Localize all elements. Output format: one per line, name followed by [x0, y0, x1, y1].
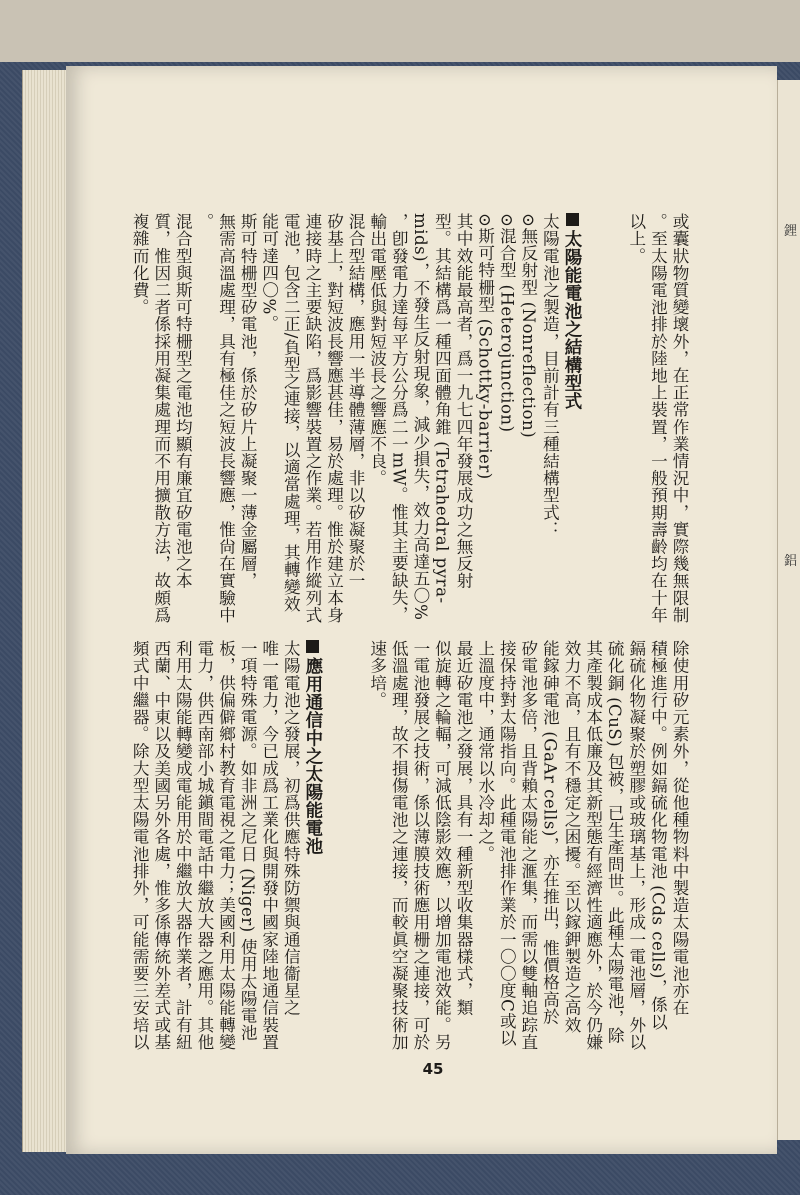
text-line: 唯一電力，今已成爲工業化與開發中國家陸地通信裝置 [259, 640, 279, 1051]
page-edges [22, 70, 71, 1152]
text-line: 一電池發展之技術，係以薄膜技術應用栅之連接，可於 [410, 640, 430, 1051]
text-line: ⊙無反射型 (Nonreflection) [518, 213, 538, 439]
text-line: 硫化銅 (CuS) 包被，已生產問世。此種太陽電池，除 [605, 640, 625, 1044]
text-line: mids)，不發生反射現象，減少損失，效力高達五〇% [410, 213, 430, 621]
text-line: 頻式中繼器。除大型太陽電池排外，可能需要三安培以 [130, 640, 150, 1051]
text-line: 利用太陽能轉變成電能用於中繼放大器作業者，計有紐 [173, 640, 193, 1051]
text-line: ⊙斯可特栅型 (Schottky-barrier) [475, 213, 495, 480]
top-text-column [129, 213, 690, 624]
text-line [323, 640, 345, 1035]
text-line: 複雜而化費。 [130, 213, 150, 316]
text-line: 上溫度中，通常以水冷却之。 [475, 640, 495, 863]
text-line: ，卽發電力達每平方公分爲二一mW。惟其主要缺失， [389, 213, 409, 623]
text-line: 無需高溫處理，具有極佳之短波長響應，惟尙在實驗中 [216, 213, 236, 624]
page-number: 45 [422, 1060, 444, 1078]
text-line: 以上。 [626, 213, 646, 265]
heading-square-icon [306, 640, 319, 653]
text-line: 接保持對太陽指向。此種電池排作業於一〇〇度C或以 [497, 640, 517, 1047]
text-line: 太陽電池之製造，目前計有三種結構型式： [540, 213, 560, 538]
next-page-fragment: 鋰 [784, 224, 798, 239]
text-line: 低溫處理，故不損傷電池之連接，而較眞空凝聚技術加 [389, 640, 409, 1051]
text-line: 速多培。 [367, 640, 387, 709]
text-line: ⊙混合型 (Heterojunction) [497, 213, 517, 433]
text-line: 混合型與斯可特栅型之電池均顯有廉宜矽電池之本 [173, 213, 193, 590]
heading-text: 太陽能電池之結構型式 [562, 230, 583, 410]
text-line: 板，供偏僻鄉村教育電視之電力；美國利用太陽能轉變 [216, 640, 236, 1051]
bottom-text-column [129, 640, 690, 1051]
text-line: 矽電池多倍，且背賴太陽能之滙集，而需以雙軸追踪直 [518, 640, 538, 1051]
heading-text: 應用通信中之太陽能電池 [302, 657, 323, 855]
text-line: 效力不高，且有不穩定之困擾。至以鎵鉀製造之高效 [562, 640, 582, 1034]
heading-square-icon [566, 213, 579, 226]
text-line: 。至太陽電池排於陸地上裝置，一般預期壽齡均在十年 [648, 213, 668, 624]
text-line: 西蘭、中東以及美國另外各處，惟多係傳統外差式或基 [151, 640, 171, 1051]
text-line: 鎘硫化物凝聚於塑膠或玻璃基上，形成一電池層，外以 [626, 640, 646, 1051]
text-line: 型。其結構爲一種四面體角錐 (Tetrahedral pyra- [432, 213, 452, 604]
text-line: 電池，包含二正/負型之連接，以適當處理，其轉變效 [281, 213, 301, 613]
text-line: 矽基上，對短波長響應甚佳，易於處理。惟於建立本身 [324, 213, 344, 624]
text-line: 能鎵砷電池 (GaAr cells)，亦在推出，惟價格高於 [540, 640, 560, 1025]
text-line: 積極進行中。例如鎘硫化物電池 (Cds cells)，係以 [648, 640, 668, 1031]
text-line: 最近矽電池之發展，具有一種新型收集器樣式，類 [454, 640, 474, 1017]
text-line: 一項特殊電源。如非洲之尼日 (Niger) 使用太陽電池 [238, 640, 258, 1042]
text-line: 連接時之主要缺陷，爲影響裝置之作業。若用作縱列式 [302, 213, 322, 624]
text-line: 其中效能最高者，爲一九七四年發展成功之無反射 [454, 213, 474, 590]
text-line: 斯可特栅型矽電池，係於矽片上凝聚一薄金屬層， [238, 213, 258, 590]
text-line [604, 213, 626, 618]
text-line: 太陽電池之發展，初爲供應特殊防禦與通信衞星之 [281, 640, 301, 1017]
text-line: 似旋轉之輪輻，可減低陰影效應，以增加電池效能。另 [432, 640, 452, 1051]
text-line [582, 213, 604, 618]
section-heading [301, 640, 323, 1035]
text-line: 能可達四〇%。 [259, 213, 279, 332]
next-page-edge [777, 80, 800, 1140]
section-heading [560, 213, 582, 618]
text-line: 質，惟因二者係採用凝集處理而不用擴散方法，故頗爲 [151, 213, 171, 624]
text-line [345, 640, 367, 1035]
text-line: 除使用矽元素外，從他種物料中製造太陽電池亦在 [670, 640, 689, 1017]
text-line: 或囊狀物質變壞外，在正常作業情況中，實際幾無限制 [670, 213, 689, 624]
text-line: 其產製成本低廉及其新型態有經濟性適應外，於今仍嫌 [583, 640, 603, 1051]
text-line: 。 [194, 213, 214, 231]
text-line: 電力，供西南部小城鎭間電話中繼放大器之應用。其他 [194, 640, 214, 1051]
text-line: 混合型結構，應用一半導體薄層，非以矽凝聚於一 [346, 213, 366, 590]
next-page-fragment: 鋁 [784, 554, 798, 569]
text-line: 輸出電壓低與對短波長之響應不良。 [367, 213, 387, 487]
